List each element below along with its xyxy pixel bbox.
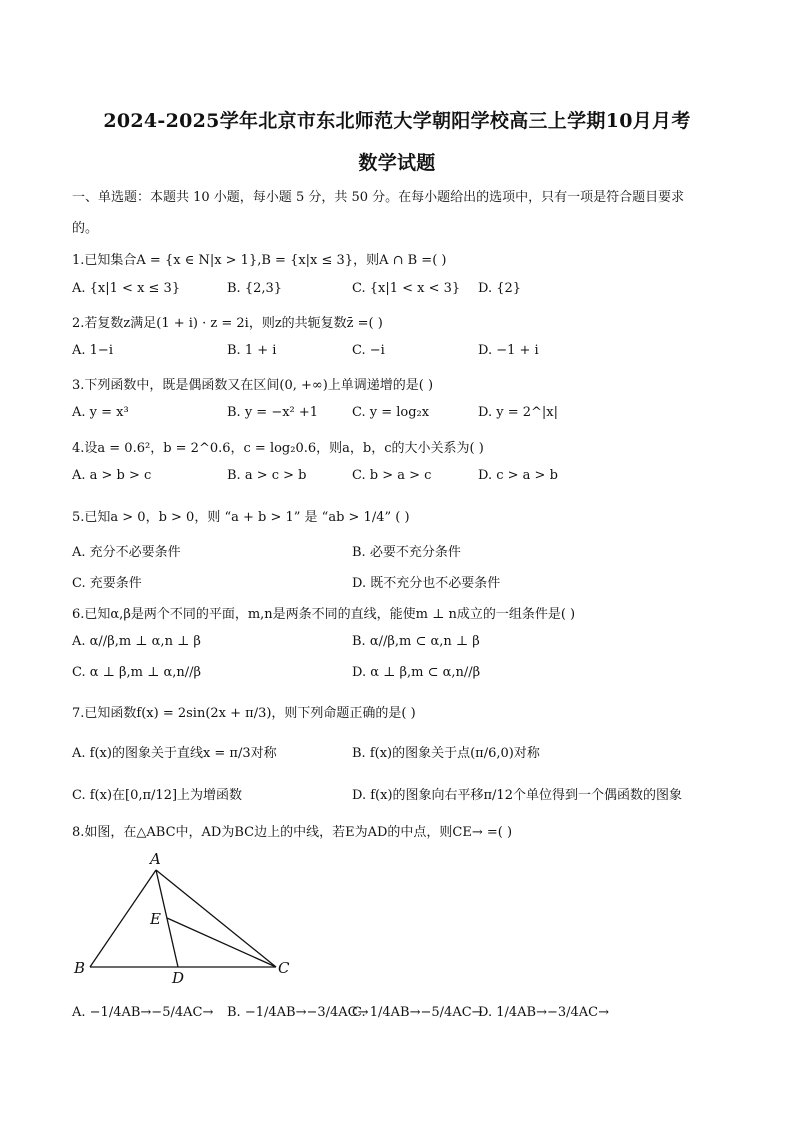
q2-option-b: B. 1 + i [227, 343, 277, 358]
question-7-stem: 7.已知函数f(x) = 2sin(2x + π/3)，则下列命题正确的是( ) [72, 706, 416, 721]
question-5-stem: 5.已知a > 0，b > 0，则 “a + b > 1” 是 “ab > 1/4” ( ) [72, 510, 410, 525]
q7-option-a: A. f(x)的图象关于直线x = π/3对称 [72, 746, 277, 761]
section-intro-cont: 的。 [72, 221, 99, 236]
question-4-stem: 4.设a = 0.6²，b = 2^0.6，c = log₂0.6，则a，b，c的大小关系为( ) [72, 441, 484, 456]
label-d: D [172, 969, 185, 987]
label-a: A [150, 850, 161, 868]
q5-option-d: D. 既不充分也不必要条件 [352, 576, 501, 591]
q8-option-d: D. 1/4AB→−3/4AC→ [478, 1005, 610, 1020]
edge-ac [156, 870, 276, 967]
question-8-stem: 8.如图，在△ABC中，AD为BC边上的中线，若E为AD的中点，则CE→ =( ) [72, 825, 513, 840]
q6-option-b: B. α//β,m ⊂ α,n ⊥ β [352, 634, 480, 649]
segment-ce [167, 918, 276, 967]
q4-option-a: A. a > b > c [72, 468, 152, 483]
q7-option-b: B. f(x)的图象关于点(π/6,0)对称 [352, 746, 540, 761]
label-e: E [150, 910, 161, 928]
question-2-stem: 2.若复数z满足(1 + i) · z = 2i，则z的共轭复数z̄ =( ) [72, 316, 383, 331]
edge-ab [90, 870, 156, 967]
q7-option-d: D. f(x)的图象向右平移π/12个单位得到一个偶函数的图象 [352, 788, 682, 803]
section-intro: 一、单选题：本题共 10 小题，每小题 5 分，共 50 分。在每小题给出的选项中，只有一项是符合题目要求 [72, 190, 685, 205]
q8-option-a: A. −1/4AB→−5/4AC→ [72, 1005, 214, 1020]
q7-option-c: C. f(x)在[0,π/12]上为增函数 [72, 788, 243, 803]
q2-option-a: A. 1−i [72, 343, 113, 358]
q1-option-c: C. {x|1 < x < 3} [352, 281, 461, 296]
q3-option-b: B. y = −x² +1 [227, 405, 319, 420]
question-1-stem: 1.已知集合A = {x ∈ N|x > 1},B = {x|x ≤ 3}，则A ∩ B =( ) [72, 253, 447, 268]
q4-option-c: C. b > a > c [352, 468, 432, 483]
q6-option-d: D. α ⊥ β,m ⊂ α,n//β [352, 665, 481, 680]
q4-option-d: D. c > a > b [478, 468, 558, 483]
question-3-stem: 3.下列函数中，既是偶函数又在区间(0, +∞)上单调递增的是( ) [72, 378, 434, 393]
label-b: B [74, 959, 86, 977]
q4-option-b: B. a > c > b [227, 468, 307, 483]
label-c: C [278, 959, 290, 977]
q1-option-d: D. {2} [478, 281, 522, 296]
q3-option-c: C. y = log₂x [352, 405, 430, 420]
q2-option-d: D. −1 + i [478, 343, 539, 358]
q3-option-d: D. y = 2^|x| [478, 405, 558, 420]
q1-option-b: B. {2,3} [227, 281, 283, 296]
q8-option-b: B. −1/4AB→−3/4AC→ [227, 1005, 369, 1020]
q1-option-a: A. {x|1 < x ≤ 3} [72, 281, 181, 296]
question-6-stem: 6.已知α,β是两个不同的平面，m,n是两条不同的直线，能使m ⊥ n成立的一组条件是( ) [72, 607, 576, 622]
triangle-figure [60, 840, 320, 990]
q6-option-a: A. α//β,m ⊥ α,n ⊥ β [72, 634, 201, 649]
q5-option-b: B. 必要不充分条件 [352, 545, 461, 560]
q5-option-a: A. 充分不必要条件 [72, 545, 181, 560]
q5-option-c: C. 充要条件 [72, 576, 142, 591]
q6-option-c: C. α ⊥ β,m ⊥ α,n//β [72, 665, 202, 680]
exam-title: 2024-2025学年北京市东北师范大学朝阳学校高三上学期10月月考 [103, 110, 691, 132]
exam-subtitle: 数学试题 [358, 152, 436, 174]
q3-option-a: A. y = x³ [72, 405, 129, 420]
q2-option-c: C. −i [352, 343, 385, 358]
q8-option-c: C. 1/4AB→−5/4AC→ [352, 1005, 483, 1020]
